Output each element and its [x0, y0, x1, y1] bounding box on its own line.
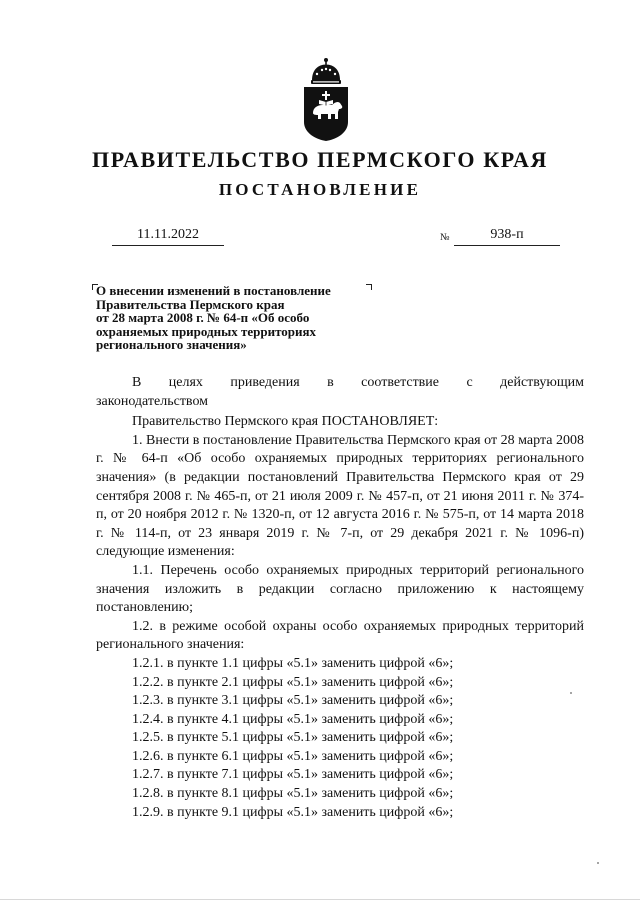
scan-speck: [570, 692, 572, 694]
preamble-line: законодательством: [96, 393, 209, 409]
subitem: 1.2.9. в пункте 9.1 цифры «5.1» заменить цифрой «6»;: [132, 804, 454, 820]
subject-line: регионального значения»: [96, 337, 247, 352]
preamble-line: В целях приведения в соответствие с действующим: [132, 375, 584, 390]
document-number: 938-п: [454, 226, 560, 246]
subitem: 1.2.4. в пункте 4.1 цифры «5.1» заменить цифрой «6»;: [132, 711, 454, 727]
subitem: 1.2.2. в пункте 2.1 цифры «5.1» заменить цифрой «6»;: [132, 674, 454, 690]
subject-line: охраняемых природных территориях: [96, 323, 317, 339]
point-1-paragraph: 1. Внести в постановление Правительства Пермского края от 28 марта 2008 г. № 64-п «Об особо охраняемых природных территориях регионального значения» (в редакции постановлений Правительства Пермского края от 29 сентября 2008 г. № 465-п, от 21 июля 2009 г. № 457-п, от 21 июня 2011 г. № 374-п, от 20 ноября 2012 г. № 1320-п, от 12 августа 2016 г. № 575-п, от 14 марта 2018 г. № 114-п, от 23 января 2019 г. № 7-п, от 29 декабря 2021 г. № 1096-п) следующие изменения:: [96, 432, 584, 560]
document-number-block: [440, 226, 562, 246]
subitem: 1.2.8. в пункте 8.1 цифры «5.1» заменить цифрой «6»;: [132, 786, 454, 802]
point-1-2-paragraph: 1.2. в режиме особой охраны особо охраняемых природных территорий регионального значения:: [96, 618, 584, 653]
subitem: 1.2.7. в пункте 7.1 цифры «5.1» заменить цифрой «6»;: [132, 767, 454, 783]
organization-title: ПРАВИТЕЛЬСТВО ПЕРМСКОГО КРАЯ: [92, 147, 548, 172]
subject-corner-mark: [366, 284, 372, 290]
document-type: ПОСТАНОВЛЕНИЕ: [218, 180, 422, 199]
subitem: 1.2.5. в пункте 5.1 цифры «5.1» заменить цифрой «6»;: [132, 730, 454, 746]
document-body: [96, 374, 584, 822]
subitem: 1.2.3. в пункте 3.1 цифры «5.1» заменить цифрой «6»;: [132, 693, 454, 709]
subitem: 1.2.1. в пункте 1.1 цифры «5.1» заменить цифрой «6»;: [132, 655, 454, 671]
subject-line: О внесении изменений в постановление: [96, 283, 331, 298]
scan-speck: [597, 862, 599, 864]
document-date: 11.11.2022: [112, 226, 224, 246]
resolves-paragraph: Правительство Пермского края ПОСТАНОВЛЯЕТ:: [132, 414, 439, 430]
subitem: 1.2.6. в пункте 6.1 цифры «5.1» заменить цифрой «6»;: [132, 748, 454, 764]
scan-bottom-edge: [0, 899, 640, 900]
document-subject: [96, 284, 396, 352]
perm-krai-coat-of-arms-icon: [302, 56, 350, 142]
subject-line: Правительства Пермского края: [96, 296, 285, 312]
number-sign: №: [440, 232, 450, 243]
point-1-1-paragraph: 1.1. Перечень особо охраняемых природных территорий регионального значения изложить в редакции согласно приложению к настоящему постановлению;: [96, 562, 584, 616]
subject-line: от 28 марта 2008 г. № 64-п «Об особо: [96, 310, 310, 325]
subject-corner-mark: [92, 284, 98, 290]
